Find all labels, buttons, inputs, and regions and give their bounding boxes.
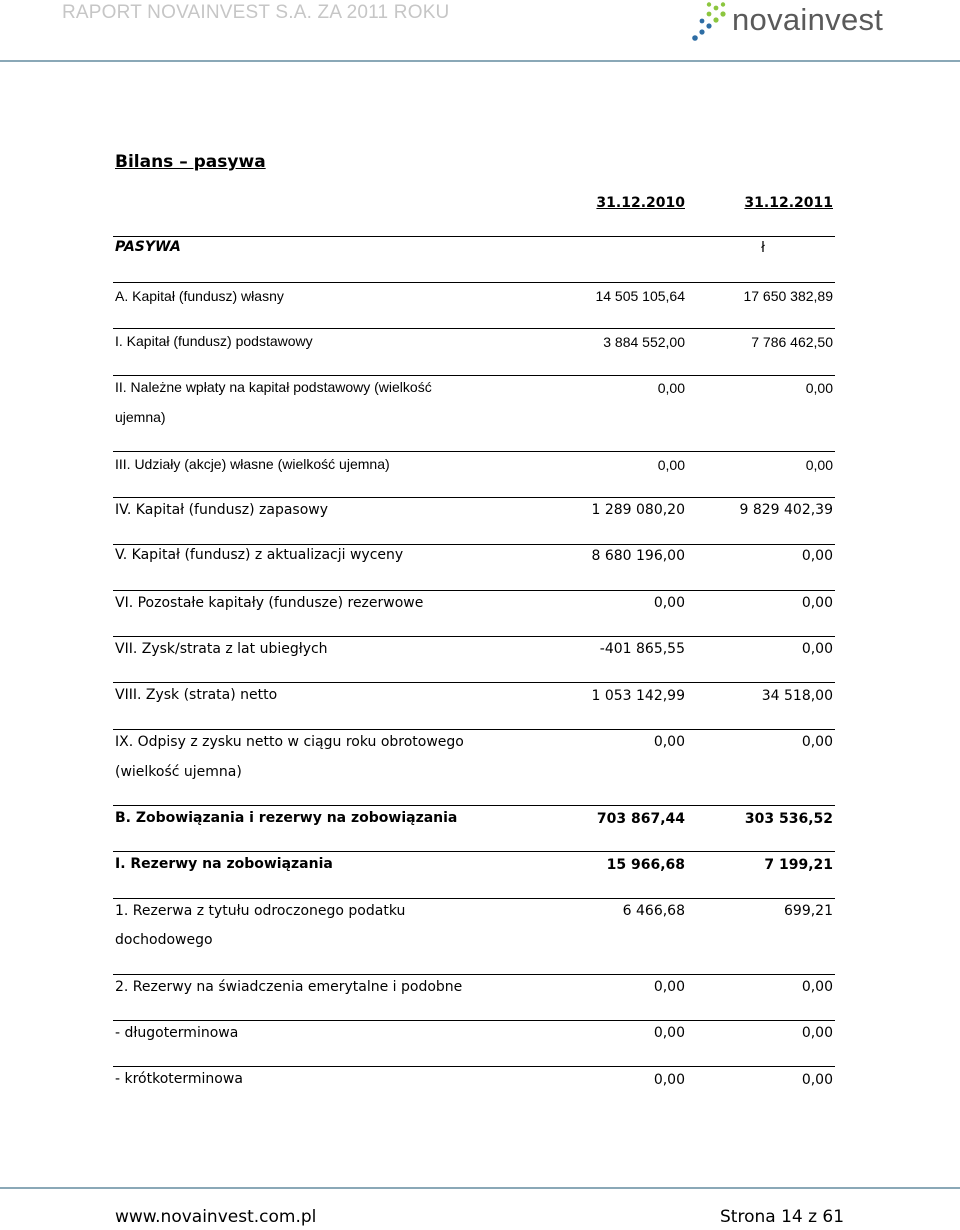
row-label: IX. Odpisy z zysku netto w ciągu roku obrotowego (115, 734, 464, 750)
row-value-2011: 7 199,21 (764, 857, 833, 873)
row-value-2010: 14 505 105,64 (595, 288, 685, 304)
row-value-2011: 303 536,52 (744, 811, 833, 827)
row-value-2011: 34 518,00 (761, 688, 833, 704)
row-value-2011: 0,00 (801, 1072, 833, 1088)
row-label: 1. Rezerwa z tytułu odroczonego podatku (115, 903, 406, 919)
row-value-2010: 1 289 080,20 (591, 502, 685, 518)
table-divider (113, 236, 835, 237)
row-label-continued: dochodowego (115, 932, 213, 948)
logo-text: novainvest (732, 2, 884, 37)
row-value-2010: 0,00 (657, 380, 685, 396)
row-value-2011: 0,00 (801, 979, 833, 995)
row-label: VII. Zysk/strata z lat ubiegłych (115, 641, 328, 657)
row-value-2010: 703 867,44 (596, 811, 685, 827)
header-divider (0, 60, 960, 62)
row-label: I. Rezerwy na zobowiązania (115, 856, 333, 872)
row-value-2010: 8 680 196,00 (591, 548, 685, 564)
row-value-2010: 0,00 (653, 595, 685, 611)
row-value-2011: 0,00 (805, 380, 833, 396)
row-value-2010: 0,00 (657, 457, 685, 473)
novainvest-logo (690, 2, 900, 42)
page-number: Strona 14 z 61 (720, 1207, 845, 1227)
row-value-2010: 0,00 (653, 734, 685, 750)
row-label: III. Udziały (akcje) własne (wielkość ujemna) (115, 456, 390, 472)
row-value-2011: 7 786 462,50 (751, 334, 833, 350)
row-label: IV. Kapitał (fundusz) zapasowy (115, 502, 329, 518)
row-label: I. Kapitał (fundusz) podstawowy (115, 333, 313, 349)
row-label: 2. Rezerwy na świadczenia emerytalne i podobne (115, 979, 463, 995)
row-value-2011: 0,00 (801, 595, 833, 611)
pasywa-mark: ł (761, 240, 765, 256)
row-label: V. Kapitał (fundusz) z aktualizacji wyceny (115, 547, 404, 563)
row-value-2010: 0,00 (653, 1072, 685, 1088)
pasywa-label: PASYWA (115, 239, 181, 255)
row-label: VIII. Zysk (strata) netto (115, 687, 278, 703)
row-value-2011: 9 829 402,39 (739, 502, 833, 518)
row-label: - długoterminowa (115, 1025, 239, 1041)
row-value-2011: 17 650 382,89 (743, 288, 833, 304)
row-value-2010: 0,00 (653, 1025, 685, 1041)
report-title: RAPORT NOVAINVEST S.A. ZA 2011 ROKU (62, 2, 450, 23)
row-value-2010: 15 966,68 (606, 857, 685, 873)
column-header-2010: 31.12.2010 (596, 195, 685, 211)
row-value-2011: 0,00 (801, 548, 833, 564)
logo-dots-icon (690, 2, 730, 42)
row-label-continued: ujemna) (115, 409, 166, 425)
row-label: II. Należne wpłaty na kapitał podstawowy (wielkość (115, 379, 432, 395)
section-title: Bilans – pasywa (115, 152, 266, 172)
row-label-continued: (wielkość ujemna) (115, 764, 242, 780)
row-value-2011: 699,21 (784, 903, 833, 919)
footer-website: www.novainvest.com.pl (115, 1207, 317, 1227)
row-value-2011: 0,00 (801, 1025, 833, 1041)
row-value-2010: 3 884 552,00 (603, 334, 685, 350)
row-value-2010: 1 053 142,99 (591, 688, 685, 704)
row-value-2010: 0,00 (653, 979, 685, 995)
row-label: A. Kapitał (fundusz) własny (115, 288, 284, 304)
row-value-2010: -401 865,55 (599, 641, 685, 657)
row-value-2010: 6 466,68 (622, 903, 685, 919)
footer-divider (0, 1187, 960, 1189)
column-header-2011: 31.12.2011 (744, 195, 833, 211)
row-label: VI. Pozostałe kapitały (fundusze) rezerwowe (115, 595, 424, 611)
row-label: B. Zobowiązania i rezerwy na zobowiązania (115, 810, 458, 826)
row-value-2011: 0,00 (801, 641, 833, 657)
row-label: - krótkoterminowa (115, 1071, 243, 1087)
page-header (0, 0, 960, 62)
row-value-2011: 0,00 (805, 457, 833, 473)
row-value-2011: 0,00 (801, 734, 833, 750)
